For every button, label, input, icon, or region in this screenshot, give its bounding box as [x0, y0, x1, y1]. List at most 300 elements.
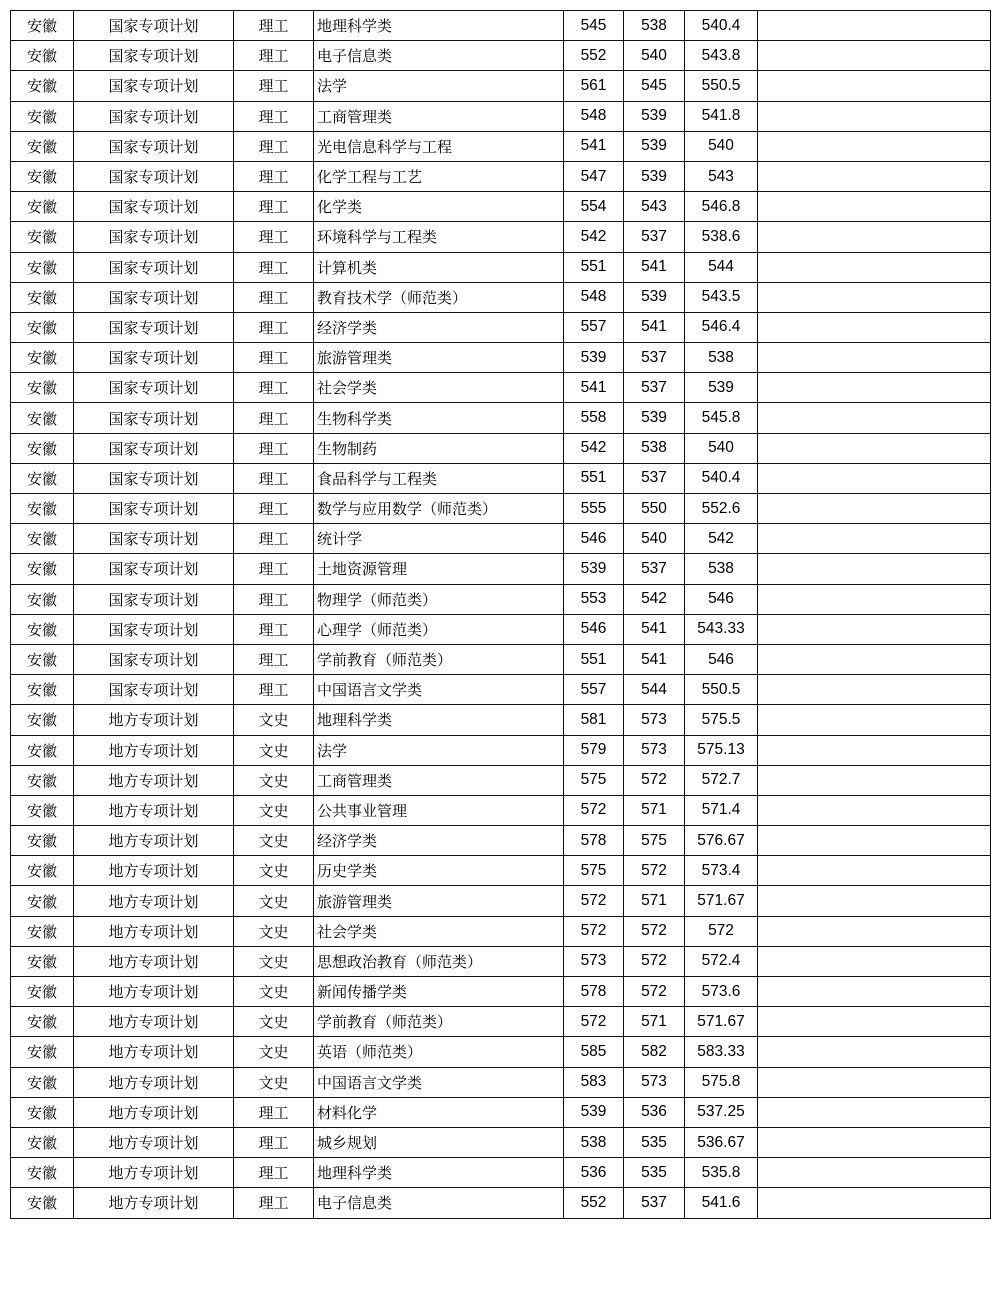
avg-score-cell: 538	[685, 554, 758, 584]
plan-type-cell: 国家专项计划	[74, 373, 234, 403]
table-row	[11, 101, 991, 131]
table-row	[11, 343, 991, 373]
subject-category-cell: 文史	[234, 916, 314, 946]
min-score-cell: 573	[624, 1067, 685, 1097]
plan-type-cell: 国家专项计划	[74, 554, 234, 584]
avg-score-cell: 543	[685, 161, 758, 191]
province-cell: 安徽	[11, 856, 74, 886]
plan-type-cell: 地方专项计划	[74, 1067, 234, 1097]
avg-score-cell: 539	[685, 373, 758, 403]
major-cell: 物理学（师范类）	[314, 584, 564, 614]
plan-type-cell: 地方专项计划	[74, 977, 234, 1007]
avg-score-cell: 535.8	[685, 1158, 758, 1188]
note-cell	[758, 131, 991, 161]
major-cell: 生物制药	[314, 433, 564, 463]
min-score-cell: 571	[624, 795, 685, 825]
major-cell: 社会学类	[314, 916, 564, 946]
table-row	[11, 614, 991, 644]
subject-category-cell: 文史	[234, 826, 314, 856]
note-cell	[758, 11, 991, 41]
min-score-cell: 538	[624, 11, 685, 41]
note-cell	[758, 312, 991, 342]
major-cell: 计算机类	[314, 252, 564, 282]
max-score-cell: 585	[564, 1037, 624, 1067]
plan-type-cell: 地方专项计划	[74, 1097, 234, 1127]
province-cell: 安徽	[11, 795, 74, 825]
major-cell: 电子信息类	[314, 41, 564, 71]
avg-score-cell: 541.8	[685, 101, 758, 131]
plan-type-cell: 国家专项计划	[74, 192, 234, 222]
avg-score-cell: 540	[685, 433, 758, 463]
min-score-cell: 573	[624, 735, 685, 765]
max-score-cell: 578	[564, 826, 624, 856]
table-row	[11, 71, 991, 101]
avg-score-cell: 583.33	[685, 1037, 758, 1067]
table-row	[11, 644, 991, 674]
avg-score-cell: 571.67	[685, 886, 758, 916]
table-row	[11, 524, 991, 554]
subject-category-cell: 理工	[234, 41, 314, 71]
major-cell: 思想政治教育（师范类）	[314, 946, 564, 976]
major-cell: 旅游管理类	[314, 343, 564, 373]
province-cell: 安徽	[11, 916, 74, 946]
major-cell: 食品科学与工程类	[314, 463, 564, 493]
plan-type-cell: 地方专项计划	[74, 946, 234, 976]
avg-score-cell: 546	[685, 644, 758, 674]
max-score-cell: 583	[564, 1067, 624, 1097]
note-cell	[758, 765, 991, 795]
note-cell	[758, 71, 991, 101]
plan-type-cell: 国家专项计划	[74, 252, 234, 282]
note-cell	[758, 735, 991, 765]
major-cell: 地理科学类	[314, 1158, 564, 1188]
min-score-cell: 538	[624, 433, 685, 463]
min-score-cell: 541	[624, 252, 685, 282]
plan-type-cell: 地方专项计划	[74, 1007, 234, 1037]
max-score-cell: 552	[564, 1188, 624, 1218]
max-score-cell: 572	[564, 1007, 624, 1037]
plan-type-cell: 地方专项计划	[74, 1037, 234, 1067]
avg-score-cell: 538.6	[685, 222, 758, 252]
avg-score-cell: 572.7	[685, 765, 758, 795]
subject-category-cell: 文史	[234, 946, 314, 976]
min-score-cell: 539	[624, 101, 685, 131]
plan-type-cell: 国家专项计划	[74, 403, 234, 433]
min-score-cell: 537	[624, 1188, 685, 1218]
note-cell	[758, 675, 991, 705]
province-cell: 安徽	[11, 161, 74, 191]
avg-score-cell: 542	[685, 524, 758, 554]
subject-category-cell: 理工	[234, 584, 314, 614]
note-cell	[758, 524, 991, 554]
max-score-cell: 561	[564, 71, 624, 101]
subject-category-cell: 理工	[234, 463, 314, 493]
plan-type-cell: 地方专项计划	[74, 1158, 234, 1188]
avg-score-cell: 540.4	[685, 11, 758, 41]
max-score-cell: 536	[564, 1158, 624, 1188]
province-cell: 安徽	[11, 826, 74, 856]
province-cell: 安徽	[11, 494, 74, 524]
note-cell	[758, 886, 991, 916]
avg-score-cell: 573.6	[685, 977, 758, 1007]
subject-category-cell: 理工	[234, 403, 314, 433]
major-cell: 旅游管理类	[314, 886, 564, 916]
major-cell: 材料化学	[314, 1097, 564, 1127]
max-score-cell: 572	[564, 886, 624, 916]
note-cell	[758, 584, 991, 614]
table-row	[11, 41, 991, 71]
table-row	[11, 1007, 991, 1037]
min-score-cell: 537	[624, 554, 685, 584]
major-cell: 地理科学类	[314, 705, 564, 735]
note-cell	[758, 856, 991, 886]
min-score-cell: 540	[624, 41, 685, 71]
min-score-cell: 537	[624, 463, 685, 493]
min-score-cell: 541	[624, 614, 685, 644]
subject-category-cell: 文史	[234, 765, 314, 795]
major-cell: 中国语言文学类	[314, 675, 564, 705]
major-cell: 化学类	[314, 192, 564, 222]
min-score-cell: 575	[624, 826, 685, 856]
table-row	[11, 222, 991, 252]
min-score-cell: 582	[624, 1037, 685, 1067]
table-row	[11, 1097, 991, 1127]
avg-score-cell: 573.4	[685, 856, 758, 886]
table-row	[11, 131, 991, 161]
table-row	[11, 765, 991, 795]
min-score-cell: 543	[624, 192, 685, 222]
max-score-cell: 552	[564, 41, 624, 71]
subject-category-cell: 理工	[234, 282, 314, 312]
subject-category-cell: 理工	[234, 1158, 314, 1188]
note-cell	[758, 252, 991, 282]
note-cell	[758, 1067, 991, 1097]
major-cell: 法学	[314, 71, 564, 101]
plan-type-cell: 国家专项计划	[74, 222, 234, 252]
plan-type-cell: 国家专项计划	[74, 614, 234, 644]
subject-category-cell: 理工	[234, 101, 314, 131]
max-score-cell: 546	[564, 524, 624, 554]
avg-score-cell: 571.67	[685, 1007, 758, 1037]
plan-type-cell: 国家专项计划	[74, 675, 234, 705]
table-row	[11, 192, 991, 222]
max-score-cell: 581	[564, 705, 624, 735]
major-cell: 生物科学类	[314, 403, 564, 433]
table-row	[11, 675, 991, 705]
table-row	[11, 946, 991, 976]
min-score-cell: 550	[624, 494, 685, 524]
major-cell: 公共事业管理	[314, 795, 564, 825]
min-score-cell: 539	[624, 403, 685, 433]
province-cell: 安徽	[11, 252, 74, 282]
min-score-cell: 572	[624, 856, 685, 886]
table-row	[11, 433, 991, 463]
province-cell: 安徽	[11, 705, 74, 735]
avg-score-cell: 543.33	[685, 614, 758, 644]
avg-score-cell: 575.8	[685, 1067, 758, 1097]
avg-score-cell: 541.6	[685, 1188, 758, 1218]
subject-category-cell: 文史	[234, 886, 314, 916]
note-cell	[758, 222, 991, 252]
subject-category-cell: 文史	[234, 856, 314, 886]
note-cell	[758, 343, 991, 373]
max-score-cell: 579	[564, 735, 624, 765]
province-cell: 安徽	[11, 1007, 74, 1037]
subject-category-cell: 理工	[234, 373, 314, 403]
plan-type-cell: 国家专项计划	[74, 494, 234, 524]
max-score-cell: 578	[564, 977, 624, 1007]
province-cell: 安徽	[11, 343, 74, 373]
plan-type-cell: 地方专项计划	[74, 765, 234, 795]
min-score-cell: 537	[624, 373, 685, 403]
note-cell	[758, 433, 991, 463]
province-cell: 安徽	[11, 1067, 74, 1097]
plan-type-cell: 地方专项计划	[74, 795, 234, 825]
min-score-cell: 571	[624, 886, 685, 916]
major-cell: 新闻传播学类	[314, 977, 564, 1007]
major-cell: 土地资源管理	[314, 554, 564, 584]
min-score-cell: 541	[624, 644, 685, 674]
min-score-cell: 572	[624, 765, 685, 795]
table-row	[11, 886, 991, 916]
avg-score-cell: 575.5	[685, 705, 758, 735]
province-cell: 安徽	[11, 373, 74, 403]
province-cell: 安徽	[11, 524, 74, 554]
province-cell: 安徽	[11, 735, 74, 765]
note-cell	[758, 795, 991, 825]
major-cell: 历史学类	[314, 856, 564, 886]
avg-score-cell: 550.5	[685, 71, 758, 101]
avg-score-cell: 537.25	[685, 1097, 758, 1127]
note-cell	[758, 161, 991, 191]
min-score-cell: 571	[624, 1007, 685, 1037]
avg-score-cell: 543.8	[685, 41, 758, 71]
plan-type-cell: 国家专项计划	[74, 644, 234, 674]
min-score-cell: 539	[624, 282, 685, 312]
max-score-cell: 547	[564, 161, 624, 191]
table-row	[11, 916, 991, 946]
subject-category-cell: 理工	[234, 1127, 314, 1157]
subject-category-cell: 理工	[234, 312, 314, 342]
avg-score-cell: 536.67	[685, 1127, 758, 1157]
subject-category-cell: 文史	[234, 735, 314, 765]
note-cell	[758, 1037, 991, 1067]
avg-score-cell: 544	[685, 252, 758, 282]
min-score-cell: 540	[624, 524, 685, 554]
max-score-cell: 557	[564, 675, 624, 705]
subject-category-cell: 理工	[234, 252, 314, 282]
min-score-cell: 572	[624, 916, 685, 946]
min-score-cell: 573	[624, 705, 685, 735]
admission-scores-table	[10, 10, 991, 1219]
avg-score-cell: 572	[685, 916, 758, 946]
major-cell: 经济学类	[314, 826, 564, 856]
max-score-cell: 551	[564, 644, 624, 674]
subject-category-cell: 理工	[234, 644, 314, 674]
table-body	[11, 11, 991, 1219]
avg-score-cell: 552.6	[685, 494, 758, 524]
note-cell	[758, 826, 991, 856]
plan-type-cell: 国家专项计划	[74, 433, 234, 463]
avg-score-cell: 571.4	[685, 795, 758, 825]
note-cell	[758, 946, 991, 976]
plan-type-cell: 地方专项计划	[74, 826, 234, 856]
subject-category-cell: 文史	[234, 795, 314, 825]
avg-score-cell: 576.67	[685, 826, 758, 856]
table-row	[11, 705, 991, 735]
table-row	[11, 977, 991, 1007]
province-cell: 安徽	[11, 1158, 74, 1188]
avg-score-cell: 546.8	[685, 192, 758, 222]
major-cell: 城乡规划	[314, 1127, 564, 1157]
max-score-cell: 538	[564, 1127, 624, 1157]
max-score-cell: 539	[564, 1097, 624, 1127]
table-row	[11, 584, 991, 614]
table-row	[11, 282, 991, 312]
table-row	[11, 1067, 991, 1097]
min-score-cell: 539	[624, 161, 685, 191]
note-cell	[758, 977, 991, 1007]
note-cell	[758, 916, 991, 946]
province-cell: 安徽	[11, 554, 74, 584]
province-cell: 安徽	[11, 946, 74, 976]
plan-type-cell: 地方专项计划	[74, 916, 234, 946]
province-cell: 安徽	[11, 433, 74, 463]
major-cell: 学前教育（师范类）	[314, 1007, 564, 1037]
note-cell	[758, 192, 991, 222]
note-cell	[758, 101, 991, 131]
min-score-cell: 542	[624, 584, 685, 614]
province-cell: 安徽	[11, 1127, 74, 1157]
subject-category-cell: 理工	[234, 1188, 314, 1218]
note-cell	[758, 41, 991, 71]
note-cell	[758, 644, 991, 674]
max-score-cell: 548	[564, 101, 624, 131]
max-score-cell: 557	[564, 312, 624, 342]
plan-type-cell: 国家专项计划	[74, 463, 234, 493]
plan-type-cell: 地方专项计划	[74, 886, 234, 916]
max-score-cell: 546	[564, 614, 624, 644]
avg-score-cell: 550.5	[685, 675, 758, 705]
max-score-cell: 553	[564, 584, 624, 614]
major-cell: 环境科学与工程类	[314, 222, 564, 252]
avg-score-cell: 538	[685, 343, 758, 373]
max-score-cell: 542	[564, 222, 624, 252]
plan-type-cell: 国家专项计划	[74, 41, 234, 71]
min-score-cell: 537	[624, 343, 685, 373]
subject-category-cell: 文史	[234, 977, 314, 1007]
plan-type-cell: 地方专项计划	[74, 856, 234, 886]
max-score-cell: 575	[564, 856, 624, 886]
table-row	[11, 373, 991, 403]
province-cell: 安徽	[11, 11, 74, 41]
plan-type-cell: 地方专项计划	[74, 705, 234, 735]
subject-category-cell: 文史	[234, 1007, 314, 1037]
avg-score-cell: 545.8	[685, 403, 758, 433]
table-row	[11, 403, 991, 433]
province-cell: 安徽	[11, 101, 74, 131]
major-cell: 教育技术学（师范类）	[314, 282, 564, 312]
subject-category-cell: 文史	[234, 705, 314, 735]
major-cell: 中国语言文学类	[314, 1067, 564, 1097]
province-cell: 安徽	[11, 282, 74, 312]
province-cell: 安徽	[11, 222, 74, 252]
table-row	[11, 312, 991, 342]
major-cell: 工商管理类	[314, 101, 564, 131]
table-row	[11, 735, 991, 765]
province-cell: 安徽	[11, 977, 74, 1007]
min-score-cell: 535	[624, 1158, 685, 1188]
plan-type-cell: 国家专项计划	[74, 282, 234, 312]
plan-type-cell: 国家专项计划	[74, 71, 234, 101]
plan-type-cell: 国家专项计划	[74, 131, 234, 161]
max-score-cell: 573	[564, 946, 624, 976]
province-cell: 安徽	[11, 312, 74, 342]
subject-category-cell: 理工	[234, 1097, 314, 1127]
province-cell: 安徽	[11, 192, 74, 222]
min-score-cell: 544	[624, 675, 685, 705]
plan-type-cell: 国家专项计划	[74, 524, 234, 554]
table-row	[11, 1037, 991, 1067]
province-cell: 安徽	[11, 644, 74, 674]
province-cell: 安徽	[11, 463, 74, 493]
avg-score-cell: 575.13	[685, 735, 758, 765]
note-cell	[758, 282, 991, 312]
plan-type-cell: 地方专项计划	[74, 1188, 234, 1218]
province-cell: 安徽	[11, 886, 74, 916]
max-score-cell: 575	[564, 765, 624, 795]
max-score-cell: 541	[564, 373, 624, 403]
plan-type-cell: 国家专项计划	[74, 584, 234, 614]
max-score-cell: 554	[564, 192, 624, 222]
major-cell: 社会学类	[314, 373, 564, 403]
major-cell: 地理科学类	[314, 11, 564, 41]
major-cell: 化学工程与工艺	[314, 161, 564, 191]
note-cell	[758, 1097, 991, 1127]
max-score-cell: 539	[564, 554, 624, 584]
major-cell: 经济学类	[314, 312, 564, 342]
province-cell: 安徽	[11, 131, 74, 161]
note-cell	[758, 554, 991, 584]
note-cell	[758, 463, 991, 493]
subject-category-cell: 理工	[234, 524, 314, 554]
province-cell: 安徽	[11, 1037, 74, 1067]
table-row	[11, 1127, 991, 1157]
subject-category-cell: 理工	[234, 71, 314, 101]
major-cell: 统计学	[314, 524, 564, 554]
min-score-cell: 572	[624, 946, 685, 976]
note-cell	[758, 614, 991, 644]
max-score-cell: 572	[564, 795, 624, 825]
plan-type-cell: 地方专项计划	[74, 1127, 234, 1157]
table-row	[11, 826, 991, 856]
note-cell	[758, 403, 991, 433]
table-row	[11, 161, 991, 191]
max-score-cell: 542	[564, 433, 624, 463]
plan-type-cell: 地方专项计划	[74, 735, 234, 765]
max-score-cell: 545	[564, 11, 624, 41]
province-cell: 安徽	[11, 675, 74, 705]
major-cell: 数学与应用数学（师范类）	[314, 494, 564, 524]
note-cell	[758, 373, 991, 403]
province-cell: 安徽	[11, 765, 74, 795]
table-row	[11, 11, 991, 41]
note-cell	[758, 494, 991, 524]
province-cell: 安徽	[11, 1097, 74, 1127]
avg-score-cell: 572.4	[685, 946, 758, 976]
table-row	[11, 252, 991, 282]
min-score-cell: 545	[624, 71, 685, 101]
